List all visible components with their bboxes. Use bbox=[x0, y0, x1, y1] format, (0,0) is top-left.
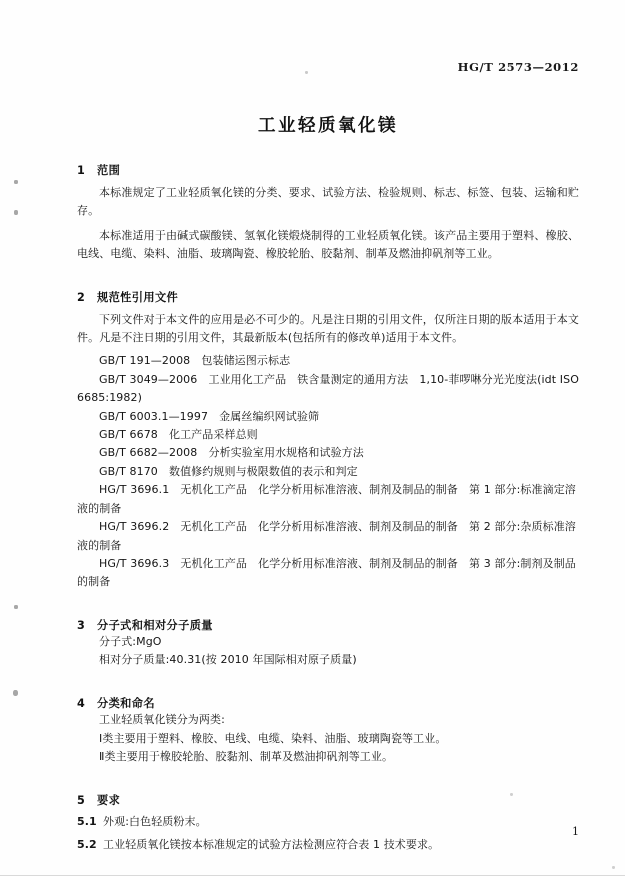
clause-title-5: 要求 bbox=[97, 793, 121, 807]
scan-speck bbox=[612, 866, 615, 869]
subclause-text-5-2: 工业轻质氧化镁按本标准规定的试验方法检测应符合表 1 技术要求。 bbox=[103, 838, 440, 852]
classification-intro: 工业轻质氧化镁分为两类: bbox=[99, 712, 225, 726]
reference-item: GB/T 6003.1—1997 金属丝编织网试验筛 bbox=[99, 409, 320, 423]
reference-item: GB/T 3049—2006 工业用化工产品 铁含量测定的通用方法 1,10-菲啰啉分光光度法(idt ISO 6685:1982) bbox=[77, 372, 579, 405]
page-number: 1 bbox=[572, 825, 579, 838]
clause-number-4: 4 bbox=[77, 696, 86, 710]
subclause-text-5-1: 外观:白色轻质粉末。 bbox=[103, 814, 207, 828]
standard-code-header: HG/T 2573—2012 bbox=[457, 60, 579, 74]
molecular-formula-line: 分子式:MgO bbox=[99, 634, 162, 648]
document-body bbox=[77, 100, 579, 855]
clause-1-paragraph-1: 本标准规定了工业轻质氧化镁的分类、要求、试验方法、检验规则、标志、标签、包装、运输和贮存。 bbox=[77, 186, 579, 218]
reference-item: GB/T 6682—2008 分析实验室用水规格和试验方法 bbox=[99, 446, 364, 460]
clause-heading-4 bbox=[77, 695, 579, 711]
reference-item: HG/T 3696.2 无机化工产品 化学分析用标准溶液、制剂及制品的制备 第 2 部分:杂质标准溶液的制备 bbox=[77, 520, 576, 552]
clause-title-1: 范围 bbox=[97, 164, 121, 177]
reference-item: HG/T 3696.1 无机化工产品 化学分析用标准溶液、制剂及制品的制备 第 1 部分:标准滴定溶液的制备 bbox=[77, 483, 576, 515]
clause-number-5: 5 bbox=[77, 793, 86, 807]
clause-number-3: 3 bbox=[77, 618, 86, 632]
reference-item: GB/T 6678 化工产品采样总则 bbox=[99, 428, 258, 442]
subclause-number-5-2: 5.2 bbox=[77, 838, 97, 852]
reference-item: GB/T 191—2008 包装储运图示标志 bbox=[99, 354, 291, 368]
clause-heading-3 bbox=[77, 617, 579, 633]
clause-heading-5 bbox=[77, 792, 579, 808]
clause-number-2: 2 bbox=[77, 290, 86, 304]
subclause-number-5-1: 5.1 bbox=[77, 814, 97, 828]
clause-title-4: 分类和命名 bbox=[97, 696, 155, 710]
subclause-5-2 bbox=[77, 836, 579, 855]
page-title: 工业轻质氧化镁 bbox=[258, 116, 398, 136]
reference-item: GB/T 8170 数值修约规则与极限数值的表示和判定 bbox=[99, 464, 358, 478]
clause-heading-1 bbox=[77, 162, 579, 178]
clause-1-paragraph-2: 本标准适用于由碱式碳酸镁、氢氧化镁煅烧制得的工业轻质氧化镁。该产品主要用于塑料、橡胶、电线、电缆、染料、油脂、玻璃陶瓷、橡胶轮胎、胶黏剂、制革及燃油抑矾剂等工业。 bbox=[77, 228, 579, 261]
classification-type-2: Ⅱ类主要用于橡胶轮胎、胶黏剂、制革及燃油抑矾剂等工业。 bbox=[99, 750, 394, 764]
clause-2-paragraph-1: 下列文件对于本文件的应用是必不可少的。凡是注日期的引用文件，仅所注日期的版本适用于本文件。凡是不注日期的引用文件，其最新版本(包括所有的修改单)适用于本文件。 bbox=[77, 312, 579, 345]
scan-speck bbox=[14, 180, 18, 184]
reference-item: HG/T 3696.3 无机化工产品 化学分析用标准溶液、制剂及制品的制备 第 3 部分:制剂及制品的制备 bbox=[77, 556, 576, 589]
relative-molecular-mass-line: 相对分子质量:40.31(按 2010 年国际相对原子质量) bbox=[99, 653, 357, 667]
clause-number-1: 1 bbox=[77, 164, 86, 177]
scan-speck bbox=[14, 210, 18, 215]
clause-heading-2 bbox=[77, 289, 579, 305]
scan-speck bbox=[14, 605, 18, 609]
clause-title-2: 规范性引用文件 bbox=[97, 290, 179, 304]
scan-speck bbox=[13, 690, 18, 696]
scan-speck bbox=[305, 71, 308, 74]
clause-title-3: 分子式和相对分子质量 bbox=[97, 618, 213, 632]
subclause-5-1 bbox=[77, 813, 579, 832]
classification-type-1: Ⅰ类主要用于塑料、橡胶、电线、电缆、染料、油脂、玻璃陶瓷等工业。 bbox=[99, 731, 447, 745]
